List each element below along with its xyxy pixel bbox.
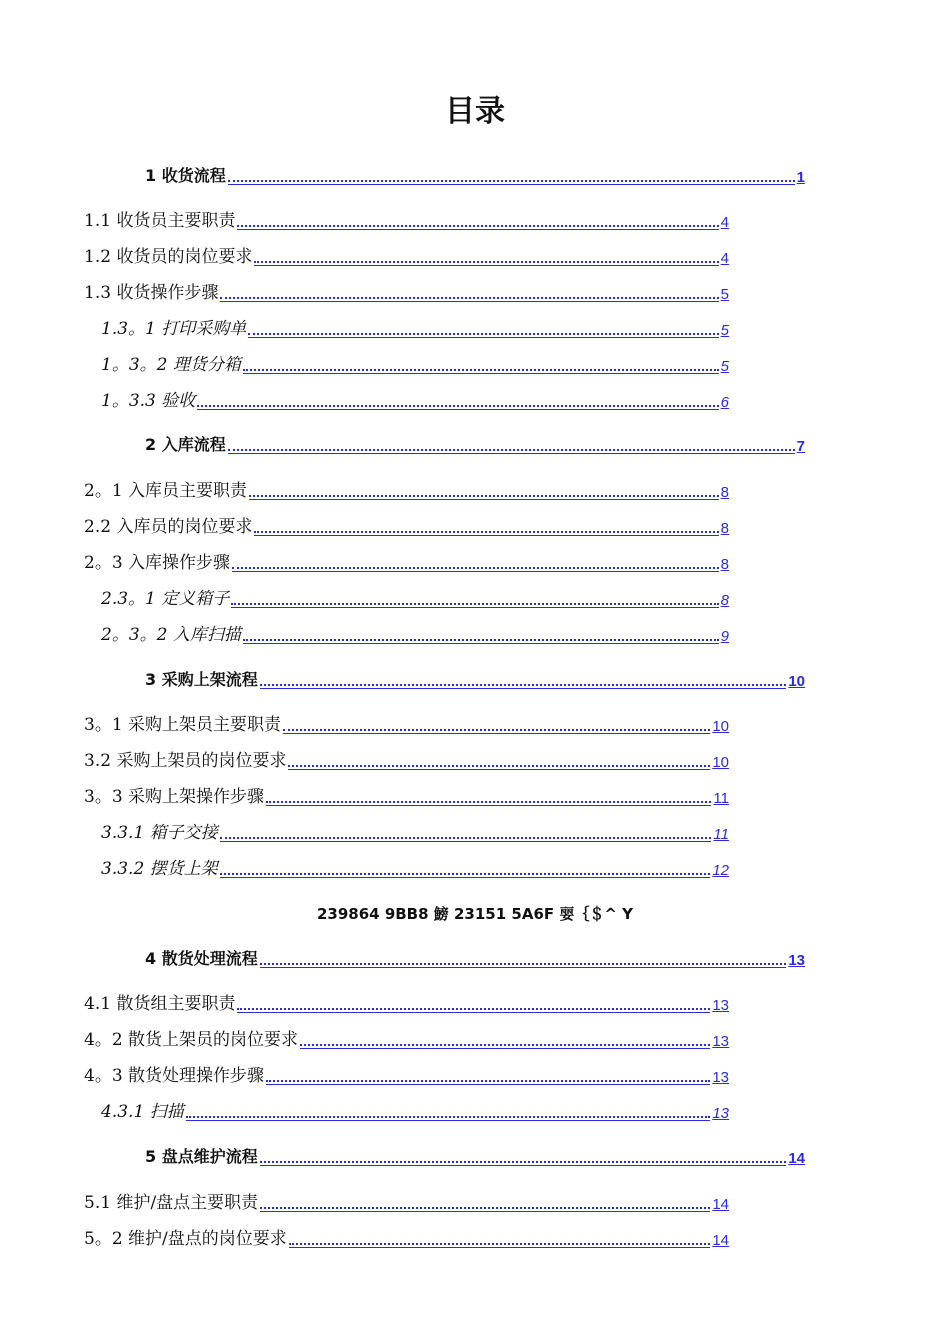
toc-entry[interactable] (101, 587, 729, 609)
toc-leader-dots (249, 495, 719, 497)
toc-entry-label: 2.3。1 定义箱子 (101, 589, 230, 609)
toc-entry[interactable] (84, 479, 729, 501)
toc-entry-label: 2。1 入库员主要职责 (84, 481, 248, 501)
toc-leader-dots (186, 1116, 711, 1118)
toc-leader-dots (260, 963, 787, 965)
toc-leader-dots (220, 873, 711, 875)
toc-entry-label: 3。1 采购上架员主要职责 (84, 715, 282, 735)
toc-leader-dots (237, 225, 718, 227)
toc-entry[interactable] (145, 668, 805, 690)
toc-entry[interactable] (84, 245, 729, 267)
toc-entry[interactable] (84, 749, 729, 771)
toc-page-number: 5 (720, 322, 729, 339)
stray-text: 239864 9BB8 鰟 23151 5A6F 婯｛＄^ Y (316, 905, 634, 923)
toc-entry[interactable] (101, 857, 729, 879)
toc-entry-label: 2 入库流程 (145, 435, 226, 454)
toc-leader-dots (220, 297, 718, 299)
toc-entry[interactable] (84, 1028, 729, 1050)
toc-entry-label: 3。3 采购上架操作步骤 (84, 787, 265, 807)
toc-leader-dots (197, 405, 718, 407)
toc-page-number: 4 (720, 250, 729, 267)
toc-entry[interactable] (84, 209, 729, 231)
toc-entry[interactable] (145, 164, 805, 186)
toc-entry[interactable] (84, 281, 729, 303)
toc-page-number: 13 (788, 952, 805, 969)
toc-page-number: 13 (712, 1105, 729, 1122)
toc-entry[interactable] (101, 1100, 729, 1122)
toc-leader-dots (228, 449, 795, 451)
toc-entry-label: 1。3。2 理货分箱 (101, 355, 241, 375)
toc-entry-label: 3.3.2 摆货上架 (101, 859, 218, 879)
toc-entry[interactable] (84, 515, 729, 537)
toc-page-number: 10 (788, 673, 805, 690)
toc-leader-dots (248, 333, 718, 335)
toc-page-number: 12 (712, 862, 729, 879)
toc-entry[interactable] (84, 785, 729, 807)
toc-entry-label: 5.1 维护/盘点主要职责 (84, 1193, 259, 1213)
toc-entry-label: 1.3 收货操作步骤 (84, 283, 219, 303)
toc-page-number: 10 (712, 718, 729, 735)
toc-leader-dots (260, 684, 787, 686)
toc-page-number: 1 (796, 169, 805, 186)
toc-leader-dots (220, 837, 712, 839)
toc-leader-dots (231, 603, 718, 605)
toc-entry-label: 3.2 采购上架员的岗位要求 (84, 751, 287, 771)
toc-leader-dots (243, 639, 719, 641)
toc-entry-label: 4。3 散货处理操作步骤 (84, 1066, 265, 1086)
toc-leader-dots (260, 1207, 710, 1209)
toc-entry[interactable] (101, 353, 729, 375)
toc-page-number: 14 (712, 1196, 729, 1213)
toc-entry[interactable] (84, 551, 729, 573)
toc-entry-label: 2.2 入库员的岗位要求 (84, 517, 253, 537)
toc-leader-dots (243, 369, 719, 371)
toc-leader-dots (237, 1008, 710, 1010)
toc-page-number: 8 (720, 556, 729, 573)
toc-entry[interactable] (84, 992, 729, 1014)
toc-leader-dots (254, 531, 718, 533)
toc-page-number: 8 (720, 484, 729, 501)
toc-entry-label: 3.3.1 箱子交接 (101, 823, 218, 843)
toc-page-number: 13 (712, 1033, 729, 1050)
toc-page-number: 6 (720, 394, 729, 411)
toc-page-number: 13 (712, 1069, 729, 1086)
toc-entry-label: 1。3.3 验收 (101, 391, 196, 411)
toc-entry-label: 1.3。1 打印采购单 (101, 319, 247, 339)
toc-entry-label: 1.2 收货员的岗位要求 (84, 247, 253, 267)
toc-leader-dots (266, 801, 711, 803)
toc-entry[interactable] (145, 433, 805, 455)
toc-entry[interactable] (145, 947, 805, 969)
toc-page-number: 7 (796, 438, 805, 455)
toc-entry-label: 4.3.1 扫描 (101, 1102, 184, 1122)
toc-leader-dots (260, 1161, 787, 1163)
toc-page-number: 11 (713, 790, 729, 807)
page-title: 目录 (445, 94, 505, 129)
toc-entry[interactable] (84, 1191, 729, 1213)
toc-leader-dots (289, 1243, 711, 1245)
toc-entry[interactable] (101, 821, 729, 843)
toc-entry-label: 1.1 收货员主要职责 (84, 211, 236, 231)
toc-entry-label: 5 盘点维护流程 (145, 1147, 258, 1166)
toc-leader-dots (232, 567, 719, 569)
toc-leader-dots (300, 1044, 710, 1046)
toc-entry[interactable] (84, 713, 729, 735)
toc-entry-label: 3 采购上架流程 (145, 670, 258, 689)
toc-leader-dots (266, 1080, 710, 1082)
toc-entry-label: 4.1 散货组主要职责 (84, 994, 236, 1014)
toc-page-number: 11 (713, 826, 729, 843)
toc-page-number: 13 (712, 997, 729, 1014)
toc-leader-dots (283, 729, 710, 731)
toc-page-number: 9 (720, 628, 729, 645)
toc-entry-label: 4。2 散货上架员的岗位要求 (84, 1030, 299, 1050)
toc-leader-dots (288, 765, 710, 767)
toc-page-number: 5 (720, 358, 729, 375)
toc-entry[interactable] (84, 1064, 729, 1086)
toc-entry[interactable] (101, 389, 729, 411)
toc-page-number: 14 (712, 1232, 729, 1249)
toc-entry-label: 2。3 入库操作步骤 (84, 553, 231, 573)
toc-entry-label: 4 散货处理流程 (145, 949, 258, 968)
toc-page-number: 5 (720, 286, 729, 303)
toc-entry-label: 2。3。2 入库扫描 (101, 625, 241, 645)
toc-entry[interactable] (84, 1227, 729, 1249)
toc-leader-dots (254, 261, 718, 263)
toc-page-number: 14 (788, 1150, 805, 1167)
toc-leader-dots (228, 180, 795, 182)
toc-page-number: 8 (720, 520, 729, 537)
toc-entry[interactable] (145, 1145, 805, 1167)
toc-entry[interactable] (101, 623, 729, 645)
toc-page-number: 8 (720, 592, 729, 609)
toc-page-number: 10 (712, 754, 729, 771)
toc-entry[interactable] (101, 317, 729, 339)
toc-entry-label: 1 收货流程 (145, 166, 226, 185)
toc-entry-label: 5。2 维护/盘点的岗位要求 (84, 1229, 287, 1249)
toc-page-number: 4 (720, 214, 729, 231)
